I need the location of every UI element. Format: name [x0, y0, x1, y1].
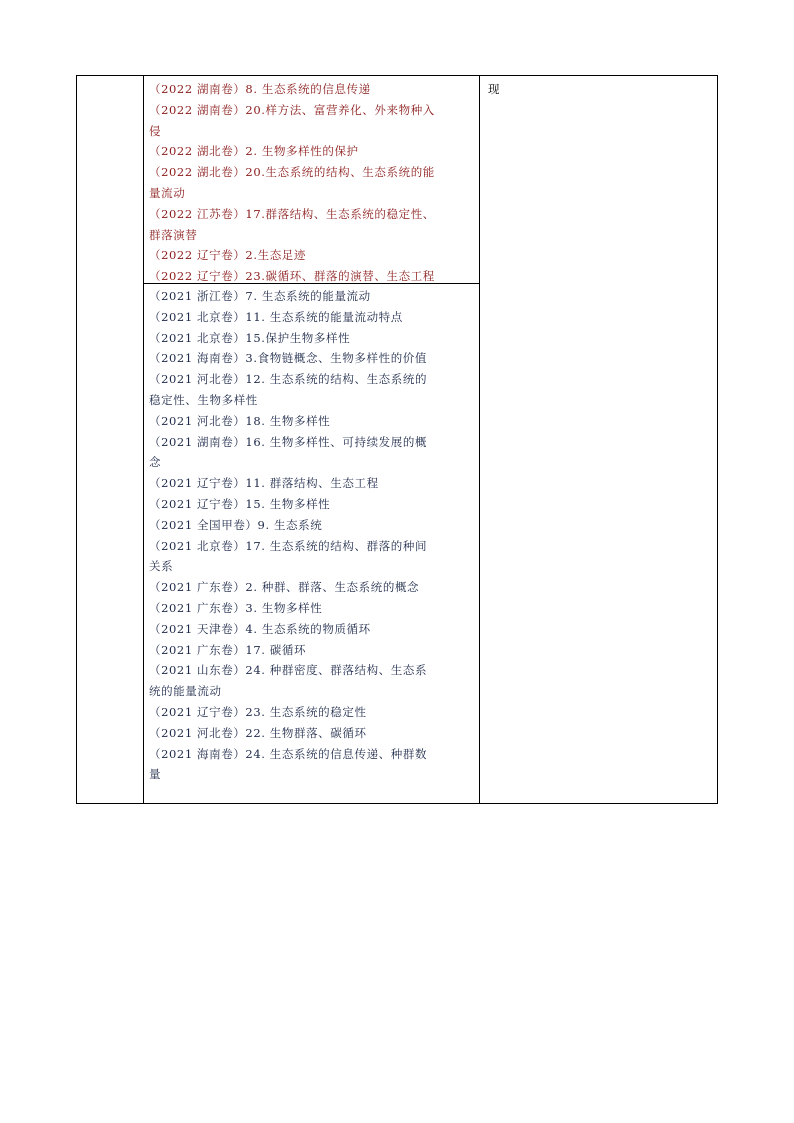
list-item: （2022 辽宁卷）23.碳循环、群落的演替、生态工程 [149, 269, 435, 284]
list-item: （2021 广东卷）17. 碳循环 [149, 642, 307, 657]
list-item: （2021 辽宁卷）11. 群落结构、生态工程 [149, 476, 379, 491]
list-item: （2022 湖南卷）8. 生态系统的信息传递 [149, 82, 371, 96]
list-item: 量 [149, 767, 162, 782]
list-item: （2021 天津卷）4. 生态系统的物质循环 [149, 621, 371, 636]
table-middle-column [144, 76, 480, 803]
list-item: （2022 湖北卷）20.生态系统的结构、生态系统的能 [149, 165, 435, 180]
list-item: 统的能量流动 [149, 684, 222, 699]
list-item: （2021 北京卷）17. 生态系统的结构、群落的种间 [149, 538, 428, 553]
row-divider [144, 283, 479, 284]
list-item: 念 [149, 455, 162, 470]
list-item: （2021 辽宁卷）23. 生态系统的稳定性 [149, 704, 367, 719]
list-item: 侵 [149, 123, 162, 138]
list-item: （2021 浙江卷）7. 生态系统的能量流动 [149, 289, 371, 303]
list-item: （2021 全国甲卷）9. 生态系统 [149, 517, 323, 532]
list-item: （2021 广东卷）3. 生物多样性 [149, 600, 323, 615]
list-item: （2021 辽宁卷）15. 生物多样性 [149, 496, 331, 511]
list-item: （2021 北京卷）11. 生态系统的能量流动特点 [149, 309, 403, 324]
table-right-column [480, 76, 717, 803]
block-2022-list [149, 79, 475, 287]
list-item: （2022 湖北卷）2. 生物多样性的保护 [149, 144, 359, 159]
table-left-column [77, 76, 144, 803]
exam-topic-table [76, 75, 718, 804]
block-2021-list [149, 286, 475, 785]
list-item: 稳定性、生物多样性 [149, 392, 258, 407]
list-item: （2022 湖南卷）20.样方法、富营养化、外来物种入 [149, 102, 435, 117]
list-item: 群落演替 [149, 227, 198, 242]
list-item: （2022 江苏卷）17.群落结构、生态系统的稳定性、 [149, 206, 435, 221]
list-item: （2021 河北卷）22. 生物群落、碳循环 [149, 725, 367, 740]
list-item: 关系 [149, 559, 174, 574]
list-item: （2021 海南卷）3.食物链概念、生物多样性的价值 [149, 351, 427, 366]
list-item: （2021 河北卷）12. 生态系统的结构、生态系统的 [149, 372, 428, 387]
list-item: （2022 辽宁卷）2.生态足迹 [149, 248, 306, 263]
list-item: （2021 山东卷）24. 种群密度、群落结构、生态系 [149, 663, 428, 678]
list-item: （2021 海南卷）24. 生态系统的信息传递、种群数 [149, 746, 428, 761]
list-item: （2021 广东卷）2. 种群、群落、生态系统的概念 [149, 580, 420, 595]
list-item: （2021 河北卷）18. 生物多样性 [149, 413, 331, 428]
right-cell-text: 现 [488, 82, 500, 96]
list-item: 量流动 [149, 185, 186, 200]
list-item: （2021 湖南卷）16. 生物多样性、可持续发展的概 [149, 434, 428, 449]
list-item: （2021 北京卷）15.保护生物多样性 [149, 330, 351, 345]
